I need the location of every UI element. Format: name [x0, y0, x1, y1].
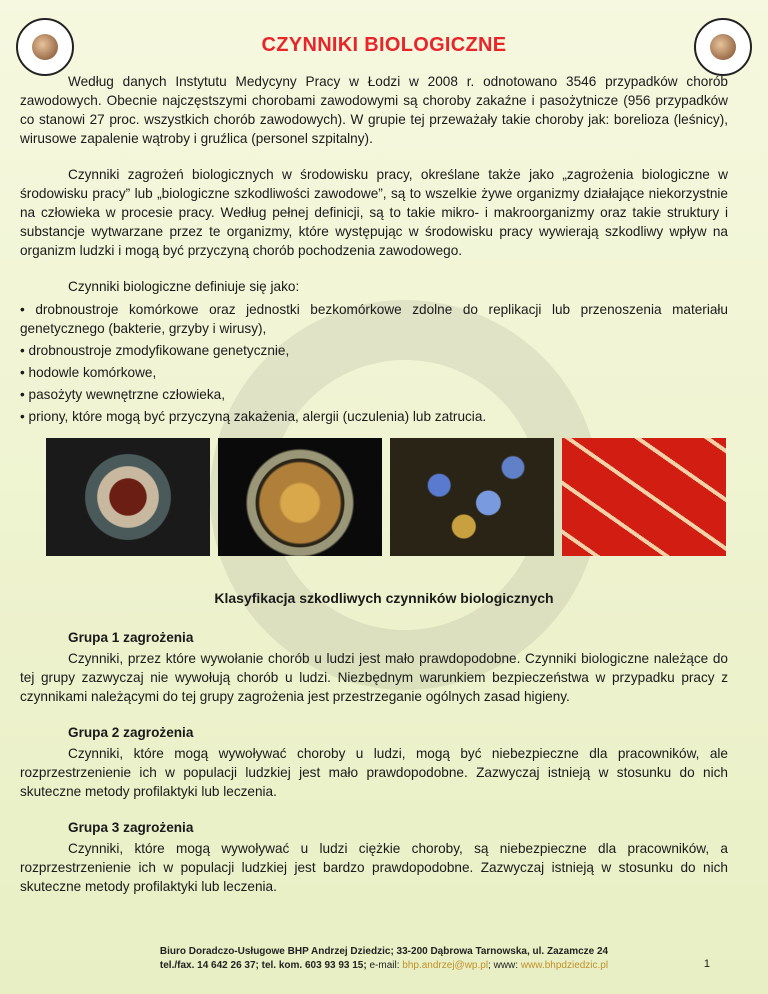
- virus-photo: [46, 438, 210, 556]
- group-title: Grupa 3 zagrożenia: [68, 820, 194, 835]
- bullet-list: [20, 300, 728, 426]
- footer-www-label: ; www:: [488, 960, 519, 971]
- list-item: • drobnoustroje zmodyfikowane genetycznie,: [20, 341, 728, 360]
- group-text: Czynniki, przez które wywołanie chorób u ludzi jest mało prawdopodobne. Czynniki biologiczne należące do tej grupy zazwyczaj nie wywołują chorób u ludzi. Niezbędnym warunkiem bezpieczeństwa w przypadku pracy z czynnikami należącymi do tej grupy zagrożenia jest przestrzeganie ogólnych zasad higieny.: [20, 651, 728, 704]
- group-title: Grupa 2 zagrożenia: [68, 725, 194, 740]
- list-item: • pasożyty wewnętrzne człowieka,: [20, 385, 728, 404]
- group-title: Grupa 1 zagrożenia: [68, 630, 194, 645]
- bacteria-chains-photo: [562, 438, 726, 556]
- body-text: [20, 72, 728, 429]
- page-footer: [0, 945, 768, 973]
- risk-group-2: [20, 723, 728, 801]
- risk-groups: [20, 628, 728, 913]
- footer-email-label: e-mail:: [369, 960, 400, 971]
- list-item: • priony, które mogą być przyczyną zakażenia, alergii (uczulenia) lub zatrucia.: [20, 407, 728, 426]
- footer-www-link[interactable]: www.bhpdziedzic.pl: [520, 960, 609, 971]
- list-intro: Czynniki biologiczne definiuje się jako:: [68, 279, 300, 294]
- risk-group-3: [20, 818, 728, 896]
- page-title: CZYNNIKI BIOLOGICZNE: [261, 34, 507, 56]
- fungus-culture-photo: [218, 438, 382, 556]
- photo-strip: [46, 438, 726, 556]
- footer-address: Biuro Doradczo-Usługowe BHP Andrzej Dziedzic; 33-200 Dąbrowa Tarnowska, ul. Zazamcze 24: [159, 946, 609, 957]
- group-text: Czynniki, które mogą wywoływać choroby u ludzi, mogą być niebezpieczne dla pracowników, ale rozprzestrzenienie ich w populacji ludzkiej jest mało prawdopodobne. Zazwyczaj istnieją w stosunku do nich skuteczne metody profilaktyki lub leczenia.: [20, 746, 728, 799]
- page-number: 1: [703, 958, 710, 970]
- group-text: Czynniki, które mogą wywoływać u ludzi ciężkie choroby, są niebezpieczne dla pracowników, a rozprzestrzenienie ich w populacji ludzkiej jest bardzo prawdopodobne. Zazwyczaj istnieją w stosunku do nich skuteczne metody profilaktyki lub leczenia.: [20, 841, 728, 894]
- bacteria-micrograph-photo: [390, 438, 554, 556]
- footer-contact: [0, 959, 768, 973]
- footer-email-link[interactable]: bhp.andrzej@wp.pl: [402, 960, 489, 971]
- classification-heading: Klasyfikacja szkodliwych czynników biologicznych: [214, 590, 554, 606]
- intro-paragraph: Według danych Instytutu Medycyny Pracy w Łodzi w 2008 r. odnotowano 3546 przypadków chorób zawodowych. Obecnie najczęstszymi chorobami zawodowymi są choroby zakaźne i pasożytnicze (956 przypadków co stanowi 27 proc. wszystkich chorób zawodowych). W grupie tej przeważały takie choroby jak: borelioza (leśnicy), wirusowe zapalenie wątroby i gruźlica (personel szpitalny).: [20, 74, 728, 146]
- footer-phones: tel./fax. 14 642 26 37; tel. kom. 603 93 93 15;: [159, 960, 367, 971]
- list-item: • hodowle komórkowe,: [20, 363, 728, 382]
- risk-group-1: [20, 628, 728, 706]
- definition-paragraph: Czynniki zagrożeń biologicznych w środowisku pracy, określane także jako „zagrożenia biologiczne w środowisku pracy” lub „biologiczne szkodliwości zawodowe”, są to wszelkie żywe organizmy działające niekorzystnie na człowieka w procesie pracy. Według pełnej definicji, są to takie mikro- i makroorganizmy oraz takie struktury i substancje wytwarzane przez te organizmy, które występując w środowisku pracy wywierają szkodliwy wpływ na organizm ludzki i mogą być przyczyną chorób pochodzenia zawodowego.: [20, 167, 728, 258]
- list-item: • drobnoustroje komórkowe oraz jednostki bezkomórkowe zdolne do replikacji lub przenoszenia materiału genetycznego (bakterie, grzyby i wirusy),: [20, 300, 728, 338]
